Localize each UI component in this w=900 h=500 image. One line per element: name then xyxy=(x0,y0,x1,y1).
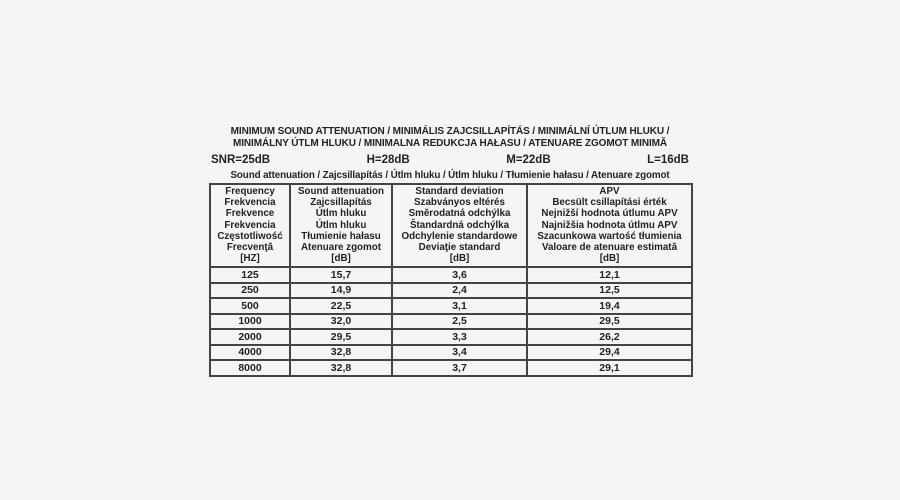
attenuation-cell: 32,8 xyxy=(290,360,392,376)
attenuation-table xyxy=(209,183,693,377)
table-row xyxy=(210,298,692,314)
frequency-cell: 500 xyxy=(210,298,290,314)
m-rating: M=22dB xyxy=(506,154,551,166)
table-subtitle: Sound attenuation / Zajcsillapítás / Útlm hluku / Útlm hluku / Tłumienie hałasu / Atenuare zgomot xyxy=(230,170,670,181)
frequency-cell: 4000 xyxy=(210,345,290,361)
frequency-cell: 125 xyxy=(210,267,290,283)
apv-cell: 29,1 xyxy=(527,360,692,376)
table-row xyxy=(210,314,692,330)
header-line: Becsült csillapítási érték xyxy=(552,197,667,209)
header-line: Nejnižší hodnota útlumu APV xyxy=(541,208,678,220)
deviation-cell: 3,1 xyxy=(392,298,527,314)
l-rating: L=16dB xyxy=(647,154,689,166)
header-line: Štandardná odchýlka xyxy=(409,219,510,231)
header-line: Útlm hluku xyxy=(315,208,367,220)
header-unit: [dB] xyxy=(599,253,620,265)
apv-cell: 26,2 xyxy=(527,329,692,345)
header-line: Frequency xyxy=(225,186,275,197)
header-apv xyxy=(527,184,692,267)
header-standard-deviation xyxy=(392,184,527,267)
header-line: Frekvencia xyxy=(224,197,276,209)
attenuation-block xyxy=(209,126,691,377)
title-line-1: MINIMUM SOUND ATTENUATION / MINIMÁLIS ZAJCSILLAPÍTÁS / MINIMÁLNÍ ÚTLUM HLUKU / xyxy=(230,126,670,137)
header-line: Najnižšia hodnota útlmu APV xyxy=(541,219,678,231)
header-line: Směrodatná odchýlka xyxy=(408,208,511,220)
apv-cell: 29,5 xyxy=(527,314,692,330)
header-line: Częstotliwość xyxy=(217,230,283,242)
attenuation-cell: 22,5 xyxy=(290,298,392,314)
header-line: APV xyxy=(599,186,620,197)
apv-cell: 12,1 xyxy=(527,267,692,283)
deviation-cell: 3,4 xyxy=(392,345,527,361)
deviation-cell: 2,5 xyxy=(392,314,527,330)
deviation-cell: 2,4 xyxy=(392,283,527,299)
attenuation-cell: 15,7 xyxy=(290,267,392,283)
header-line: Szabványos eltérés xyxy=(414,197,505,209)
header-line: Sound attenuation xyxy=(298,186,384,197)
table-header-row xyxy=(210,184,692,267)
page-title xyxy=(209,126,691,150)
frequency-cell: 250 xyxy=(210,283,290,299)
deviation-cell: 3,6 xyxy=(392,267,527,283)
table-row xyxy=(210,329,692,345)
header-line: Atenuare zgomot xyxy=(300,242,381,254)
header-line: Zajcsillapítás xyxy=(310,197,372,209)
attenuation-cell: 14,9 xyxy=(290,283,392,299)
apv-cell: 19,4 xyxy=(527,298,692,314)
header-sound-attenuation xyxy=(290,184,392,267)
header-unit: [HZ] xyxy=(240,253,260,265)
ratings-row xyxy=(209,153,691,167)
header-line: Útlm hluku xyxy=(315,219,367,231)
attenuation-cell: 32,0 xyxy=(290,314,392,330)
header-line: Frekvencia xyxy=(224,219,276,231)
header-line: Odchylenie standardowe xyxy=(401,230,518,242)
attenuation-cell: 29,5 xyxy=(290,329,392,345)
attenuation-cell: 32,8 xyxy=(290,345,392,361)
h-rating: H=28dB xyxy=(366,154,410,166)
table-row xyxy=(210,267,692,283)
deviation-cell: 3,3 xyxy=(392,329,527,345)
header-frequency xyxy=(210,184,290,267)
header-unit: [dB] xyxy=(331,253,351,265)
header-unit: [dB] xyxy=(449,253,470,265)
frequency-cell: 2000 xyxy=(210,329,290,345)
frequency-cell: 8000 xyxy=(210,360,290,376)
header-line: Frecvenţă xyxy=(226,242,274,254)
header-line: Szacunkowa wartość tłumienia xyxy=(537,230,682,242)
header-line: Frekvence xyxy=(225,208,275,220)
snr-rating: SNR=25dB xyxy=(211,154,271,166)
table-row xyxy=(210,345,692,361)
header-line: Valoare de atenuare estimată xyxy=(541,242,678,254)
header-line: Deviaţie standard xyxy=(418,242,501,254)
deviation-cell: 3,7 xyxy=(392,360,527,376)
title-line-2: MINIMÁLNY ÚTLM HLUKU / MINIMALNA REDUKCJA HAŁASU / ATENUARE ZGOMOT MINIMĂ xyxy=(233,138,667,149)
table-row xyxy=(210,360,692,376)
apv-cell: 29,4 xyxy=(527,345,692,361)
apv-cell: 12,5 xyxy=(527,283,692,299)
frequency-cell: 1000 xyxy=(210,314,290,330)
header-line: Tłumienie hałasu xyxy=(301,230,381,242)
table-row xyxy=(210,283,692,299)
header-line: Standard deviation xyxy=(415,186,504,197)
